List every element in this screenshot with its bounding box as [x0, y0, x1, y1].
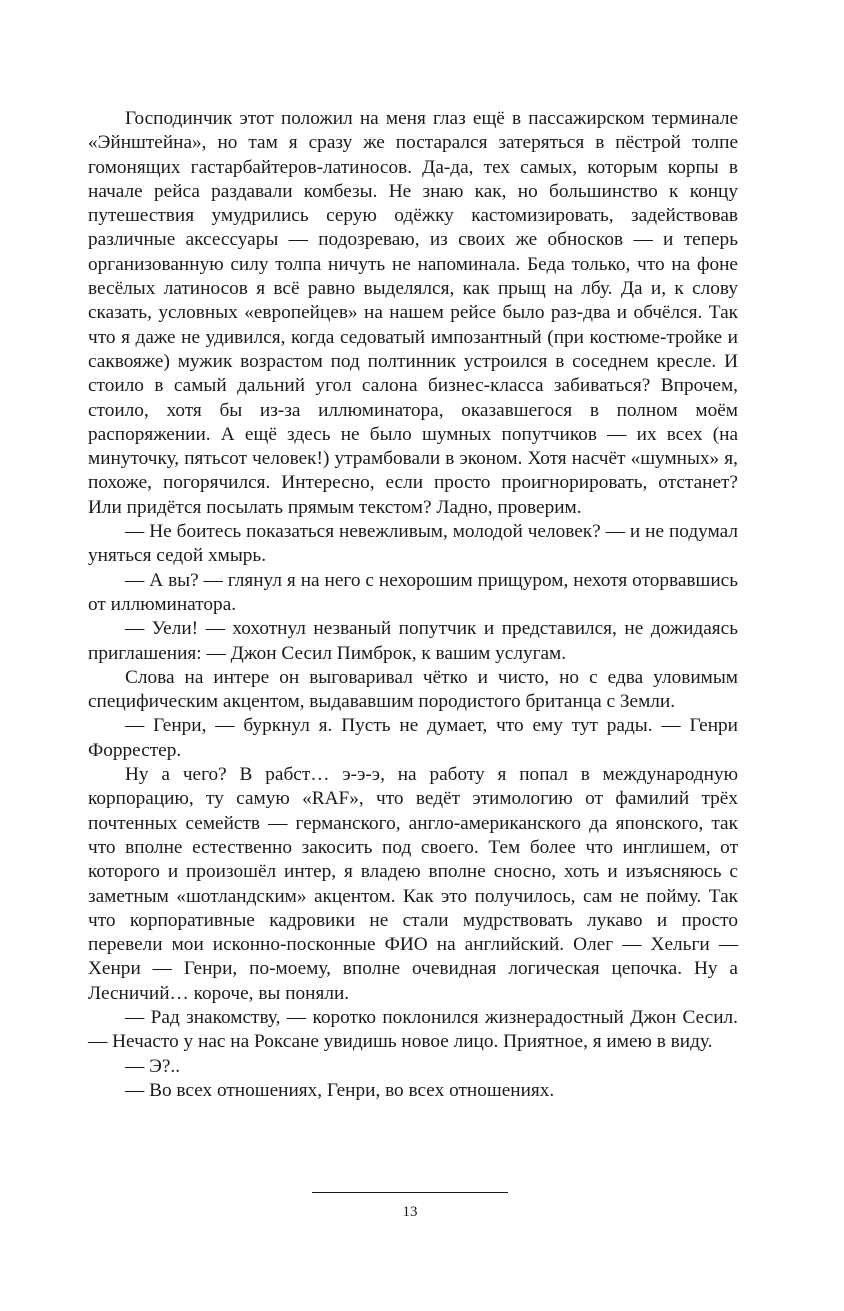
dialogue-line: — Не боитесь показаться невежливым, молодой человек? — и не подумал уняться седой хмырь.: [88, 521, 738, 567]
dialogue-line: — Во всех отношениях, Генри, во всех отношениях.: [125, 1079, 555, 1101]
dialogue-line: — Э?..: [125, 1055, 181, 1077]
footer-rule: [312, 1192, 508, 1193]
dialogue-line: — Уели! — хохотнул незваный попутчик и представился, не дожидаясь приглашения: — Джон Сесил Пимброк, к вашим услугам.: [88, 618, 738, 664]
dialogue-line: — Рад знакомству, — коротко поклонился жизнерадостный Джон Сесил. — Нечасто у нас на Роксане увидишь новое лицо. Приятное, я имею в виду.: [88, 1006, 738, 1053]
page-number: 13: [402, 1204, 418, 1220]
paragraph: Господинчик этот положил на меня глаз ещё в пассажирском терминале «Эйнштейна», но там я сразу же постарался затеряться в пёстрой толпе гомонящих гастарбайтеров-латиносов. Да-да, тех самых, которым корпы в начале рейса раздавали комбезы. Не знаю как, но большинство к концу путешествия умудрились серую одёжку кастомизировать, задействовав различные аксессуары — подозреваю, из своих же обносков — и теперь организованную силу толпа ничуть не напоминала. Беда только, что на фоне весёлых латиносов я всё равно выделялся, как прыщ на лбу. Да и, к слову сказать, условных «европейцев» на нашем рейсе было раз-два и обчёлся. Так что я даже не удивился, когда седоватый импозантный (при костюме-тройке и саквояже) мужик возрастом под полтинник устроился в соседнем кресле. И стоило в самый дальний угол салона бизнес-класса забиваться? Впрочем, стоило, хотя бы из-за иллюминатора, оказавшегося в полном моём распоряжении. А ещё здесь не было шумных попутчиков — их всех (на минуточку, пятьсот человек!) утрамбовали в эконом. Хотя насчёт «шумных» я, похоже, погорячился. Интересно, если просто проигнорировать, отстанет? Или придётся посылать прямым текстом? Ладно, проверим.: [88, 108, 738, 518]
dialogue-line: — А вы? — глянул я на него с нехорошим прищуром, нехотя оторвавшись от иллюминатора.: [88, 569, 738, 615]
paragraph: Ну а чего? В рабст… э-э-э, на работу я попал в международную корпорацию, ту самую «RAF», что ведёт этимологию от фамилий трёх почтенных семейств — германского, англо-американского да японского, так что вполне естественно закосить под своего. Тем более что инглишем, от которого и произошёл интер, я владею вполне сносно, хоть и изъясняюсь с заметным «шотландским» акцентом. Как это получилось, сам не пойму. Так что корпоративные кадровики не стали мудрствовать лукаво и просто перевели мои исконно-посконные ФИО на английский. Олег — Хельги — Хенри — Генри, по-моему, вполне очевидная логическая цепочка. Ну а Лесничий… короче, вы поняли.: [88, 764, 738, 1004]
dialogue-line: — Генри, — буркнул я. Пусть не думает, что ему тут рады. — Генри Форрестер.: [88, 715, 738, 761]
paragraph: Слова на интере он выговаривал чётко и чисто, но с едва уловимым специфическим акцентом, выдававшим породистого британца с Земли.: [88, 666, 738, 713]
body-text: [88, 107, 738, 1103]
